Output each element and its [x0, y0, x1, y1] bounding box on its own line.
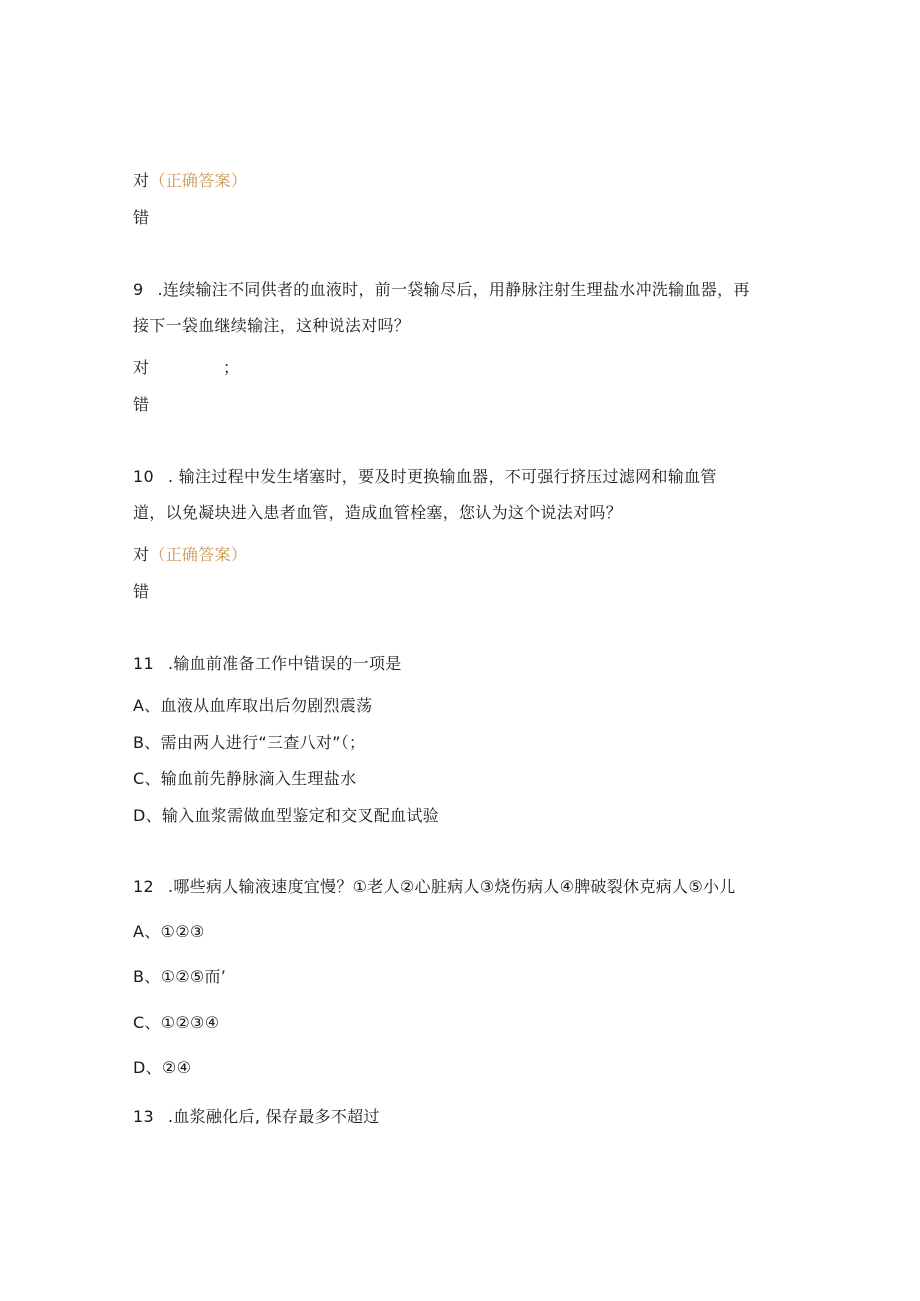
q9-option-true[interactable] [133, 357, 239, 379]
option-trailing-mark: ； [223, 358, 240, 377]
q11-text [133, 653, 402, 675]
option-label: D、②④ [133, 1058, 192, 1077]
q11-option-b[interactable] [133, 732, 365, 754]
q12-option-b[interactable] [133, 966, 226, 988]
option-label: 错 [133, 208, 150, 227]
correct-answer-mark: （正确答案） [149, 545, 248, 564]
q9-text-line2 [133, 315, 410, 337]
option-label: C、①②③④ [133, 1013, 220, 1032]
question-text: .血浆融化后, 保存最多不超过 [167, 1107, 380, 1126]
q11-option-a[interactable] [133, 695, 372, 717]
question-number: 9 [133, 280, 144, 299]
q11-option-c[interactable] [133, 768, 356, 790]
option-label: C、输血前先静脉滴入生理盐水 [133, 769, 357, 788]
q10-option-true[interactable] [133, 544, 247, 566]
option-label: 对 [133, 358, 150, 377]
question-text-cont: 道，以免凝块进入患者血管，造成血管栓塞，您认为这个说法对吗？ [133, 503, 623, 522]
option-label: 错 [133, 582, 150, 601]
option-label: A、血液从血库取出后勿剧烈震荡 [133, 696, 373, 715]
question-text: .哪些病人输液速度宜慢？①老人②心脏病人③烧伤病人④脾破裂休克病人⑤小儿 [167, 877, 736, 896]
option-label: B、需由两人进行“三查八对”（； [133, 733, 366, 752]
q9-option-false[interactable] [133, 394, 149, 416]
question-number: 12 [133, 877, 154, 896]
q10-text-line2 [133, 502, 622, 524]
question-text: .连续输注不同供者的血液时，前一袋输尽后，用静脉注射生理盐水冲洗输血器，再 [157, 280, 750, 299]
question-number: 11 [133, 654, 154, 673]
option-label: B、①②⑤而’ [133, 967, 227, 986]
question-number: 10 [133, 467, 154, 486]
q12-option-c[interactable] [133, 1012, 219, 1034]
option-label: 错 [133, 395, 150, 414]
q10-text-line1 [133, 466, 717, 488]
correct-answer-mark: （正确答案） [149, 171, 248, 190]
q10-option-false[interactable] [133, 581, 149, 603]
question-text-cont: 接下一袋血继续输注，这种说法对吗？ [133, 316, 411, 335]
q12-option-a[interactable] [133, 921, 204, 943]
option-label: D、输入血浆需做血型鉴定和交叉配血试验 [133, 806, 440, 825]
prev-option-true[interactable] [133, 170, 247, 192]
option-label: A、①②③ [133, 922, 205, 941]
q12-text [133, 876, 736, 898]
q12-option-d[interactable] [133, 1057, 191, 1079]
question-text: . 输注过程中发生堵塞时，要及时更换输血器，不可强行挤压过滤网和输血管 [167, 467, 717, 486]
q9-text-line1 [133, 279, 750, 301]
question-text: .输血前准备工作中错误的一项是 [167, 654, 402, 673]
option-label: 对 [133, 545, 150, 564]
question-number: 13 [133, 1107, 154, 1126]
prev-option-false[interactable] [133, 207, 149, 229]
q13-text [133, 1106, 380, 1128]
q11-option-d[interactable] [133, 805, 439, 827]
option-label: 对 [133, 171, 150, 190]
